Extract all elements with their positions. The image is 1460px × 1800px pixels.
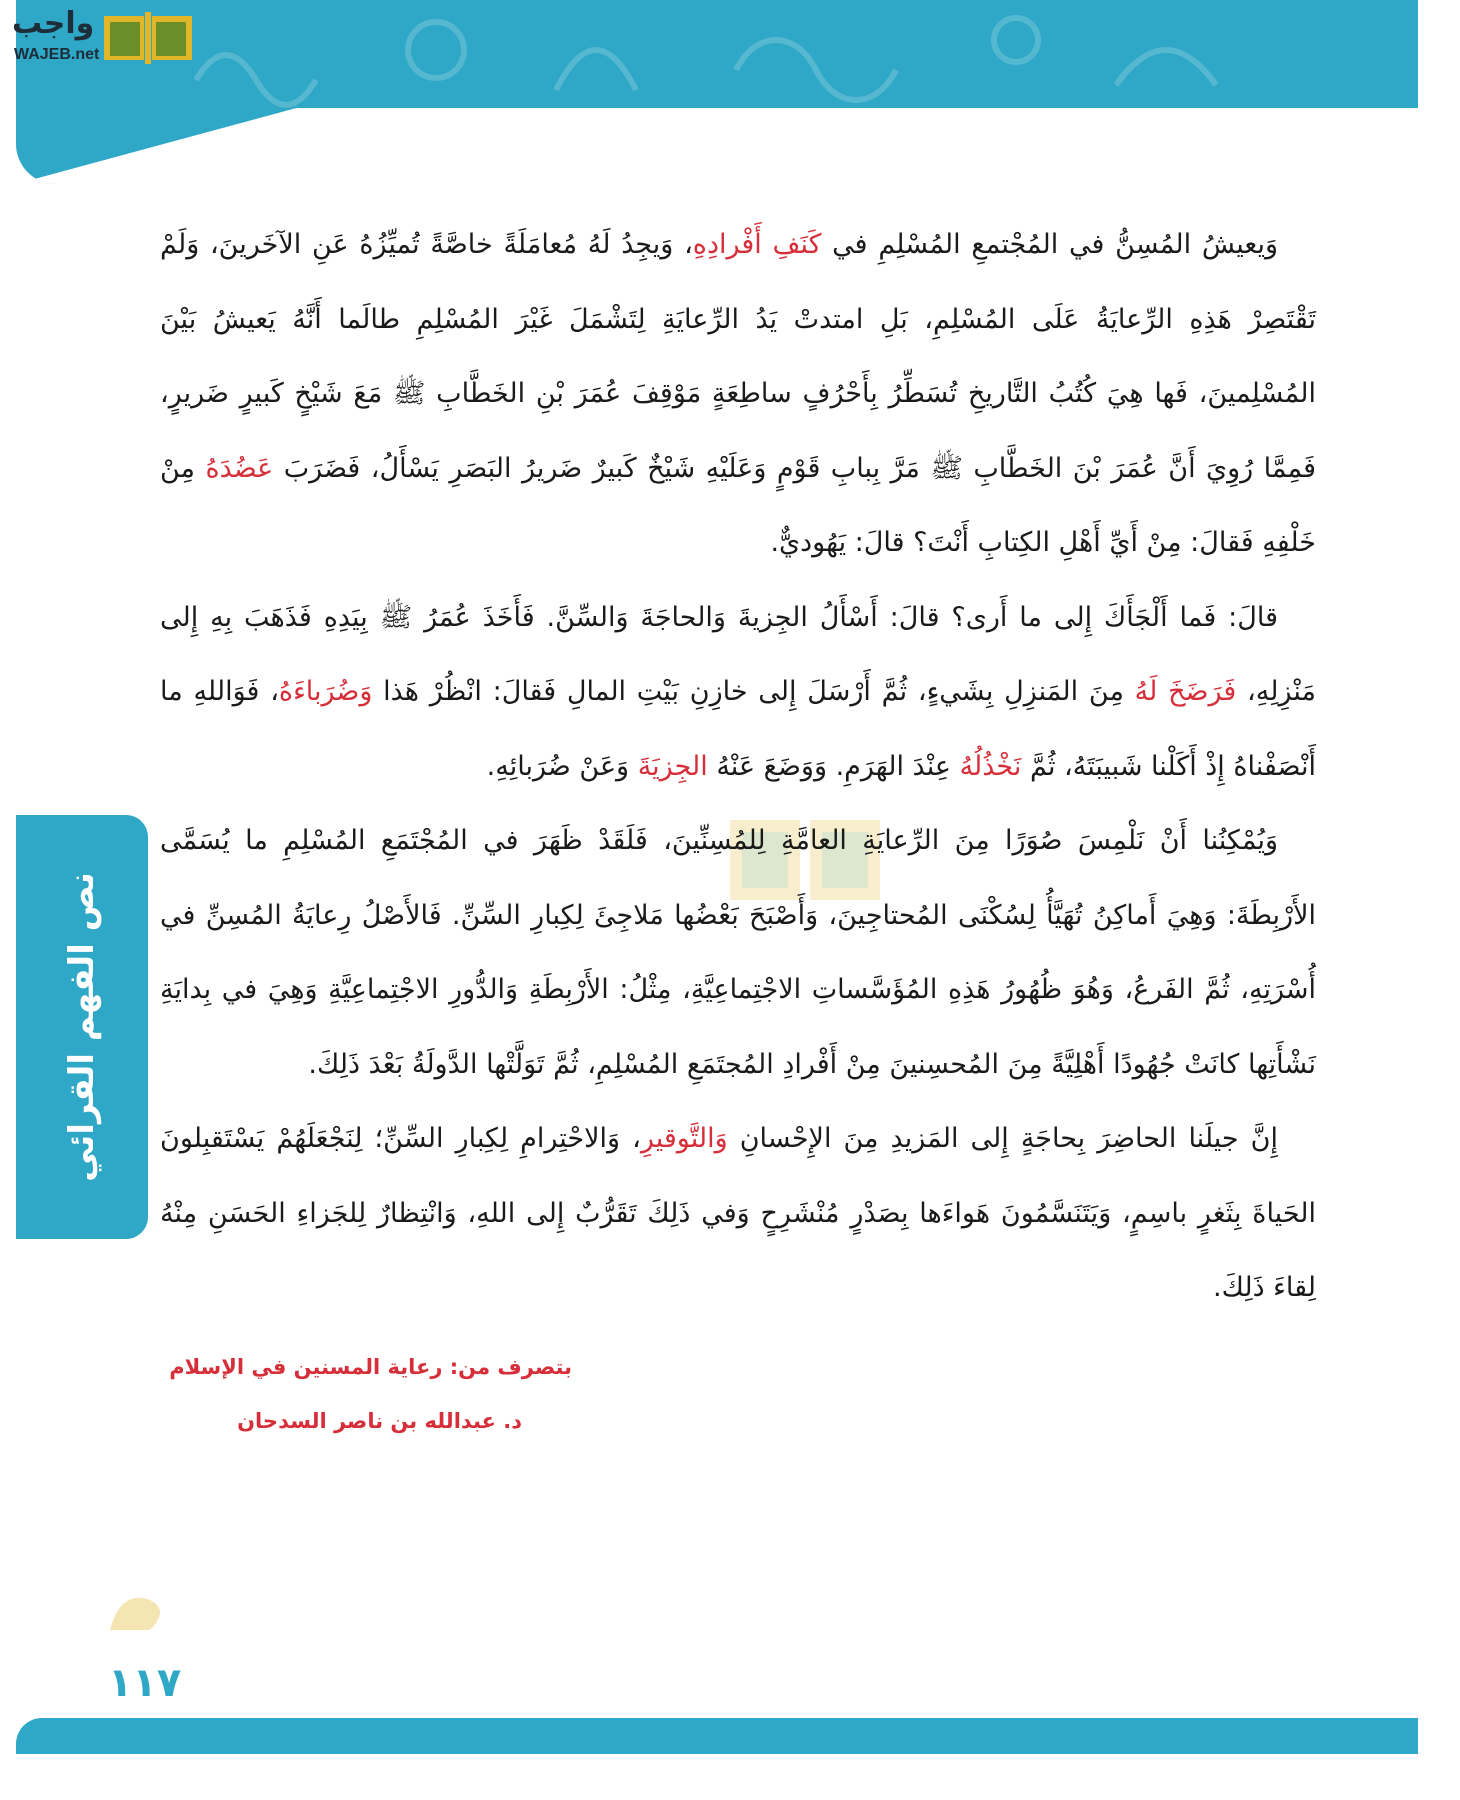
highlighted-word: وَضُرَباءَهُ — [278, 676, 373, 707]
text-segment: قالَ: فَما أَلْجَأَكَ إِلى ما أَرى؟ قالَ: أَسْأَلُ الجِزيةَ وَالحاجَةَ وَالسِّنَّ. فَأَخَذَ عُمَرُ ﷺ بِيَدِهِ فَذَهَبَ بِهِ إِلى مَنْزِلِهِ، — [160, 601, 1316, 707]
text-segment: مِنْ خَلْفِهِ فَقالَ: مِنْ أَيِّ أَهْلِ الكِتابِ أَنْتَ؟ قالَ: يَهُوديٌّ. — [160, 452, 1316, 558]
source-citation — [169, 1340, 572, 1448]
highlighted-word: نَخْذُلُهُ — [959, 750, 1022, 782]
text-segment: مِنَ المَنزِلِ بِشَيءٍ، ثُمَّ أَرْسَلَ إِلى خازِنِ بَيْتِ المالِ فَقالَ: انْظُرْ هَذا — [372, 676, 1135, 707]
text-segment: إِنَّ جيلَنا الحاضِرَ بِحاجَةٍ إِلى المَزيدِ مِنَ الإِحْسانِ — [727, 1123, 1278, 1154]
highlighted-word: الجِزيَةَ — [637, 750, 708, 782]
footer-band — [16, 1718, 1418, 1754]
side-tab-label: نص الفهم القرائي — [62, 872, 102, 1182]
highlighted-word: عَضُدَهُ — [205, 452, 274, 484]
text-segment: عِنْدَ الهَرَمِ. وَوَضَعَ عَنْهُ — [707, 750, 960, 782]
text-segment: ، وَيجِدُ لَهُ مُعامَلَةً خاصَّةً تُميِّزُهُ عَنِ الآخَرينَ، وَلَمْ تَقْتَصِرْ هَذِهِ الرِّعايَةُ عَلَى المُسْلِمِ، بَلِ امتدتْ يَدُ الرِّعايَةِ لِتَشْمَلَ غَيْرَ المُسْلِمِ طالَما أَنَّهُ يَعيشُ بَيْنَ المُسْلِمينَ، فَها هِيَ كُتُبُ التَّاريخِ تُسَطِّرُ بِأَحْرُفٍ ساطِعَةٍ مَوْقِفَ عُمَرَ بْنِ الخَطَّابِ ﷺ مَعَ شَيْخٍ كَبيرٍ ضَريرٍ، فَمِمَّا رُوِيَ أَنَّ عُمَرَ بْنَ الخَطَّابِ ﷺ مَرَّ بِبابِ قَوْمٍ وَعَلَيْهِ شَيْخٌ كَبيرٌ ضَريرُ البَصَرِ يَسْأَلُ، فَضَرَبَ — [160, 229, 1316, 484]
highlighted-word: كَنَفِ أَفْرادِهِ — [692, 229, 822, 260]
text-segment: وَيعيشُ المُسِنُّ في المُجْتمعِ المُسْلِمِ في — [821, 229, 1278, 260]
logo-english-text: WAJEB.net — [14, 46, 100, 63]
book-icon — [102, 8, 194, 66]
text-segment: وَعَنْ ضُرَبائِهِ. — [486, 750, 638, 782]
page-number: ١١٧ — [108, 1660, 182, 1706]
article-body — [160, 208, 1316, 1326]
highlighted-word: وَالتَّوقيرِ — [640, 1123, 728, 1154]
source-title: بتصرف من: رعاية المسنين في الإسلام — [169, 1355, 572, 1379]
text-segment: ، وَالاحْتِرامِ لِكِبارِ السِّنِّ؛ لِنَجْعَلَهُمْ يَسْتَقبِلونَ الحَياةَ بِثَغرٍ باسِمٍ، وَيَتَنَسَّمُونَ هَواءَها بِصَدْرٍ مُنْشَرِحٍ وَفي ذَلِكَ تَقَرُّبٌ إِلى اللهِ، وَانْتِظارٌ لِلجَزاءِ الحَسَنِ مِنْهُ لِقاءَ ذَلِكَ. — [160, 1123, 1316, 1303]
paragraph-4 — [160, 1102, 1316, 1326]
header-wave — [16, 108, 1418, 184]
paragraph-3 — [160, 804, 1316, 1102]
highlighted-word: فَرَضَخَ لَهُ — [1134, 676, 1237, 707]
text-segment: وَيُمْكِنُنا أَنْ نَلْمِسَ صُوَرًا مِنَ الرِّعايَةِ العامَّةِ لِلمُسِنِّينَ، فَلَقَدْ ظَهَرَ في المُجْتَمَعِ المُسْلِمِ ما يُسَمَّى الأَرْبِطَةَ: وَهِيَ أَماكِنُ تُهَيَّأُ لِسُكْنَى المُحتاجِينَ، وَأَصْبَحَ بَعْضُها مَلاجِئَ لِكِبارِ السِّنِّ. فَالأَصْلُ رِعايَةُ المُسِنِّ في أُسْرَتِهِ، ثُمَّ الفَرعُ، وَهُوَ ظُهُورُ هَذِهِ المُؤَسَّساتِ الاجْتِماعِيَّةِ، مِثْلُ: الأَرْبِطَةِ وَالدُّورِ الاجْتِماعِيَّةِ وَهِيَ في بِدايَةِ نَشْأَتِها كانَتْ جُهُودًا أَهْلِيَّةً مِنَ المُحسِنينَ مِنْ أَفْرادِ المُجتَمَعِ المُسْلِمِ، ثُمَّ تَوَلَّتْها الدَّولَةُ بَعْدَ ذَلِكَ. — [160, 825, 1316, 1080]
source-author: د. عبدالله بن ناصر السدحان — [237, 1409, 522, 1433]
logo-arabic-text: واجب — [12, 6, 95, 41]
paragraph-2 — [160, 581, 1316, 805]
wajeb-logo[interactable] — [10, 4, 190, 70]
side-section-tab — [16, 815, 148, 1239]
paragraph-1 — [160, 208, 1316, 581]
arabic-letters-pattern — [136, 0, 1336, 108]
text-segment: ، فَوَاللهِ ما أَنْصَفْناهُ إِذْ أَكَلْنا شَبيبَتَهُ، ثُمَّ — [160, 676, 1316, 782]
header-band — [16, 0, 1418, 184]
corner-ornament-icon — [90, 1570, 180, 1650]
